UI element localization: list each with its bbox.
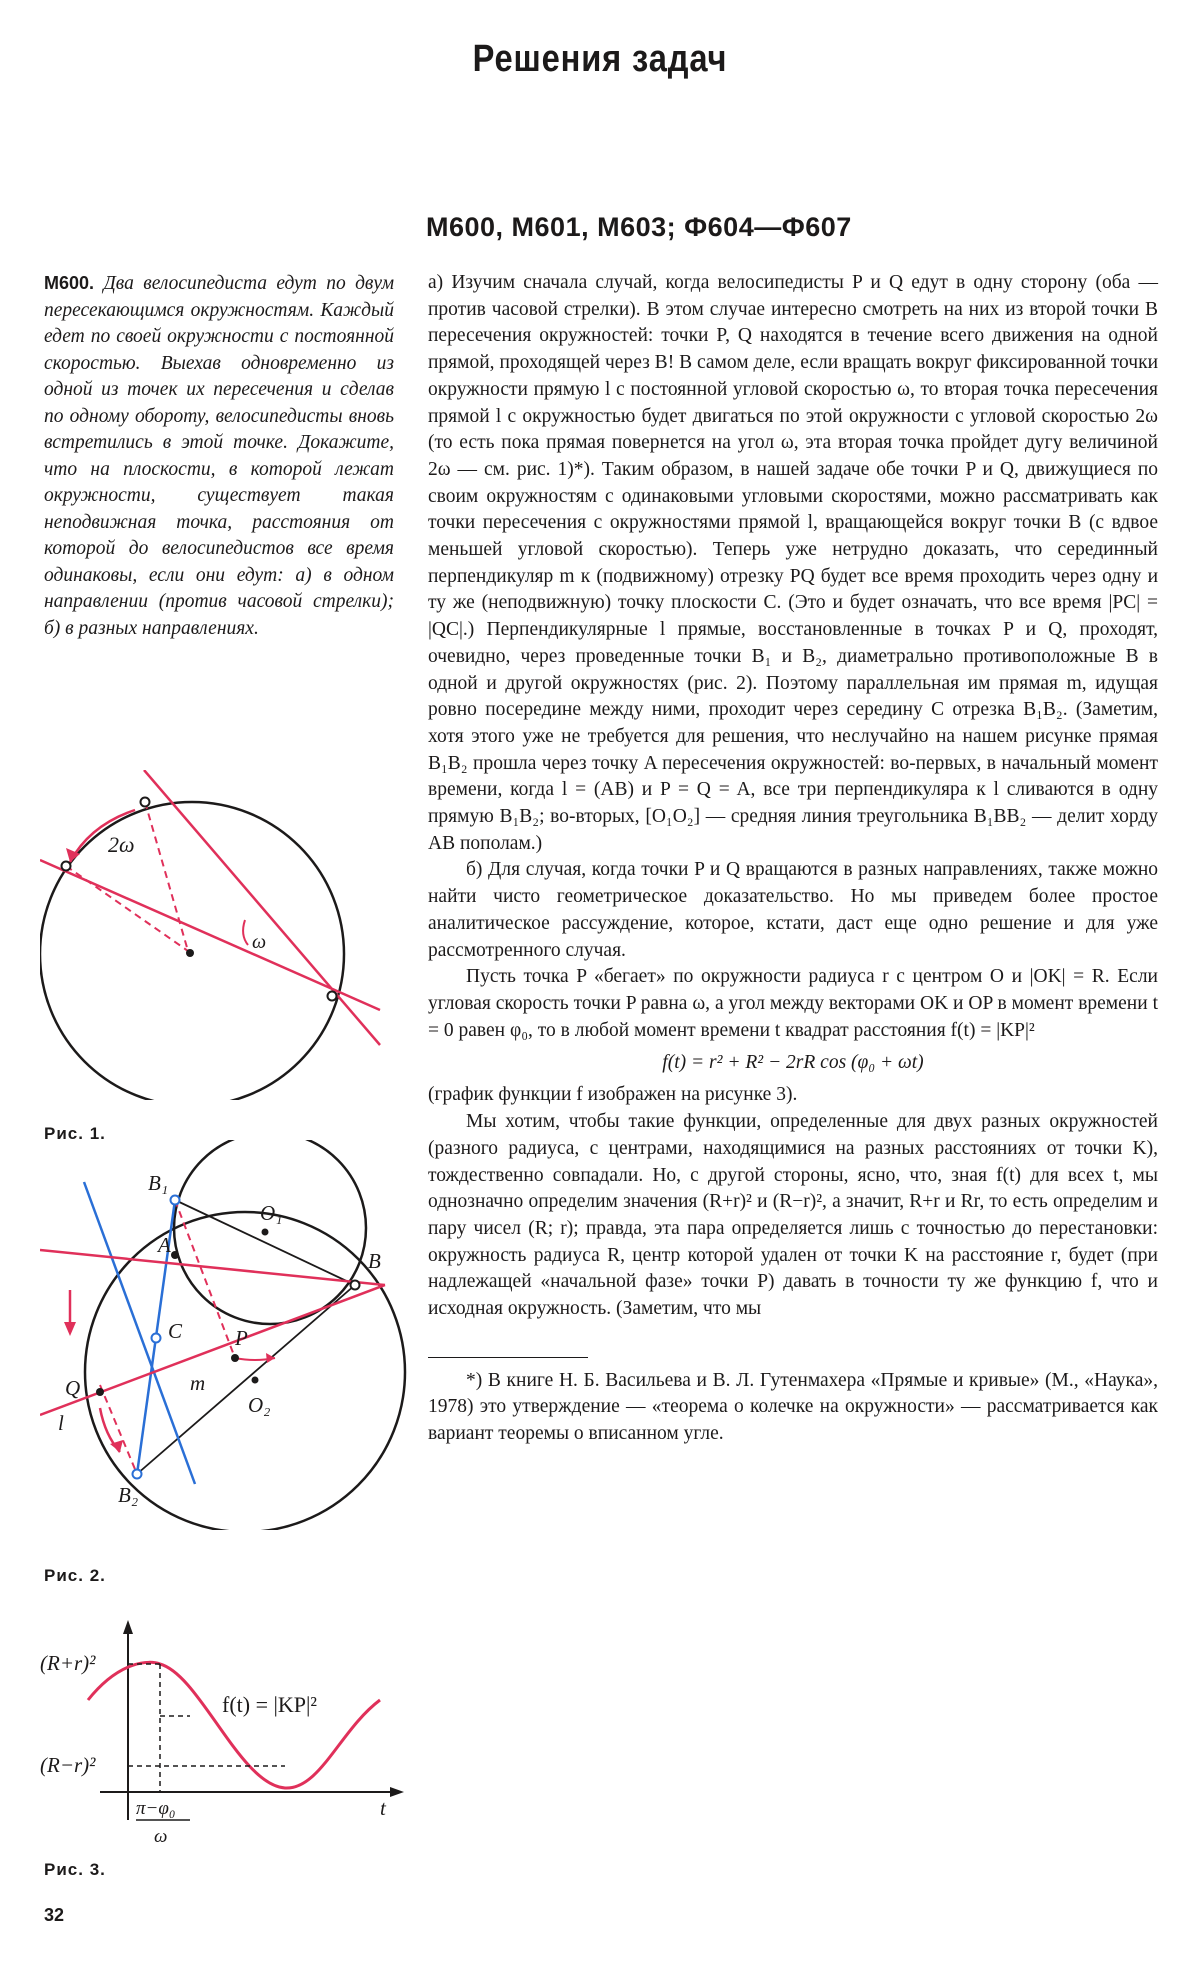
fig1-point-top: [141, 798, 150, 807]
figure-3: [40, 1620, 410, 1850]
footnote-divider: [428, 1357, 588, 1358]
solution-paragraph-a: а) Изучим сначала случай, когда велосипедисты P и Q едут в одну сторону (оба — против часовой стрелки). В этом случае интересно смотреть на них из второй точки B пересечения окружностей: точки P, Q находятся в течение всего движения на одной прямой, проходящей через B! В самом деле, если вращать вокруг фиксированной точки окружности прямую l с постоянной угловой скоростью ω, то вторая точка пересечения прямой l с окружностью будет двигаться по этой окружности с угловой скоростью 2ω (то есть пока прямая повернется на угол ω, эта вторая точка пройдет дугу величиной 2ω — см. рис. 1)*). Таким образом, в нашей задаче обе точки P и Q, движущиеся по своим окружностям с одинаковыми угловыми скоростями, можно рассматривать как точки пересечения с окружностями прямой l, вращающейся вокруг точки B (с вдвое меньшей угловой скоростью). Теперь уже нетрудно доказать, что серединный перпендикуляр m к (подвижному) отрезку PQ будет все время проходить через одну и ту же (неподвижную) точку плоскости C. (Это и будет означать, что все время |PC| = |QC|.) Перпендикулярные l прямые, восстановленные в точках P и Q, проходят, очевидно, через проведенные точки B₁ и B₂, диаметрально противоположные B в одной и другой окружностях (рис. 2). Поэтому параллельная им прямая m, идущая ровно посередине между ними, проходит через середину C отрезка B₁B₂. (Заметим, хотя этого уже не требуется для решения, что неслучайно на нашем рисунке прямая B₁B₂ прошла через точку A пересечения окружностей: во-первых, в начальный момент времени, когда l = (AB) и P = Q = A, все три перпендикуляра к l сливаются в одну прямую B₁B₂; во-вторых, [O₁O₂] — средняя линия треугольника B₁BB₂ — делит хорду AB пополам.): [428, 272, 1158, 854]
solution-paragraph-5: Мы хотим, чтобы такие функции, определенные для двух разных окружностей (разного радиуса, с центрами, находящимися на разных расстояниях от точки K), тождественно совпадали. Но, с другой стороны, ясно, что, зная f(t) для всех t, мы однозначно определим значения (R+r)² и (R−r)², а значит, R+r и Rr, то есть определим и пару чисел (R; r); правда, эта пара определяется лишь с точностью до перестановки: окружность радиуса R, центр которой удален от точки K на расстояние r, будет (при надлежащей «начальной фазе» точки P) давать в точности ту же функцию f, что и исходная окружность. (Заметим, что мы: [428, 1111, 1158, 1320]
fig1-angle-arc: [243, 920, 248, 945]
distance-formula: f(t) = r² + R² − 2rR cos (φ₀ + ωt): [662, 1052, 924, 1074]
fig3-y-arrow: [123, 1620, 133, 1634]
fig2-label-b: B: [368, 1249, 381, 1273]
figure-2: [40, 1140, 410, 1530]
fig2-circle-o1: [174, 1140, 366, 1324]
page-number: 32: [44, 1905, 65, 1925]
fig1-point-right: [328, 992, 337, 1001]
fig1-center: [186, 949, 194, 957]
solution-paragraph-b: б) Для случая, когда точки P и Q вращаются в разных направлениях, также можно найти чисто геометрическое доказательство. Но мы приведем более простое аналитическое рассуждение, которое, кстати, даст еще одно решение и для уже рассмотренного случая.: [428, 859, 1158, 961]
fig3-label-tick-numerator: π−φ₀: [136, 1798, 176, 1819]
fig2-point-b2: [133, 1470, 142, 1479]
figure-3-drawing: [40, 1620, 410, 1850]
fig1-radius-dashed-1: [145, 802, 188, 951]
solution-paragraph-4: (график функции f изображен на рисунке 3).: [428, 1084, 798, 1106]
fig2-line-ab: [40, 1250, 385, 1285]
fig1-line-rotated: [144, 770, 380, 1045]
fig2-label-b2: B₂: [118, 1483, 139, 1507]
solution-paragraph-3: Пусть точка P «бегает» по окружности радиуса r с центром O и |OK| = R. Если угловая скорость точки P равна ω, а угол между векторами OK и OP в момент времени t = 0 равен φ₀, то в любой момент времени t квадрат расстояния f(t) = |KP|²: [428, 966, 1158, 1041]
fig1-radius-dashed-2: [66, 866, 188, 951]
fig3-curve: [88, 1662, 380, 1788]
fig2-label-c: C: [168, 1319, 183, 1343]
fig2-point-c: [152, 1334, 161, 1343]
fig2-label-l: l: [58, 1411, 64, 1435]
fig3-label-upper: (R+r)²: [40, 1651, 96, 1675]
figure-1-caption: Рис. 1.: [44, 1124, 106, 1143]
fig2-point-b1: [171, 1196, 180, 1205]
fig2-point-o2: [252, 1377, 259, 1384]
page-title: Решения задач: [472, 38, 728, 80]
fig3-label-function: f(t) = |KP|²: [222, 1692, 318, 1717]
fig2-label-o2: O₂: [248, 1393, 271, 1417]
fig2-point-a: [171, 1251, 179, 1259]
footnote: *) В книге Н. Б. Васильева и В. Л. Гутенмахера «Прямые и кривые» (М., «Наука», 1978) это утверждение — «теорема о колечке на окружности» — рассматривается как вариант теоремы о вписанном угле.: [428, 1369, 1158, 1445]
fig3-label-lower: (R−r)²: [40, 1753, 96, 1777]
fig2-point-p: [231, 1354, 239, 1362]
fig3-x-arrow: [390, 1787, 404, 1797]
fig2-arrowhead-down: [64, 1322, 76, 1336]
figure-1: [40, 770, 400, 1100]
fig2-label-q: Q: [65, 1376, 81, 1400]
fig2-label-o1: O₁: [260, 1201, 283, 1225]
fig1-point-left: [62, 862, 71, 871]
figure-3-caption: Рис. 3.: [44, 1860, 106, 1879]
solution-column: [428, 270, 1158, 1448]
fig2-point-b: [351, 1281, 360, 1290]
fig2-point-o1: [262, 1229, 269, 1236]
fig1-label-2omega: 2ω: [108, 832, 135, 857]
figure-2-drawing: [40, 1140, 410, 1530]
fig2-diameter-b2b: [137, 1285, 355, 1474]
problem-label: М600.: [44, 273, 95, 293]
fig1-label-omega: ω: [252, 931, 267, 953]
figure-1-drawing: [40, 770, 400, 1100]
problem-statement: [44, 270, 394, 642]
fig2-label-m: m: [190, 1371, 206, 1395]
fig2-label-a: A: [158, 1233, 171, 1257]
fig2-label-p: P: [235, 1326, 248, 1350]
problem-statement-column: [44, 270, 394, 642]
problem-text: Два велосипедиста едут по двум пересекающимся окружностям. Каждый едет по своей окружности с постоянной скоростью. Выехав одновременно из одной из точек их пересечения и сделав по одному обороту, велосипедисты вновь встретились в этой точке. Докажите, что на плоскости, в которой лежат окружности, существует такая неподвижная точка, расстояния от которой до велосипедистов все время одинаковы, если они едут: а) в одном направлении (против часовой стрелки); б) в разных направлениях.: [44, 273, 395, 639]
problems-header: М600, М601, М603; Ф604—Ф607: [426, 212, 852, 242]
fig2-point-q: [96, 1388, 104, 1396]
fig3-label-t: t: [380, 1796, 386, 1820]
fig2-label-b1: B₁: [148, 1171, 169, 1195]
fig3-label-tick-denominator: ω: [154, 1826, 168, 1847]
figure-2-caption: Рис. 2.: [44, 1566, 106, 1585]
